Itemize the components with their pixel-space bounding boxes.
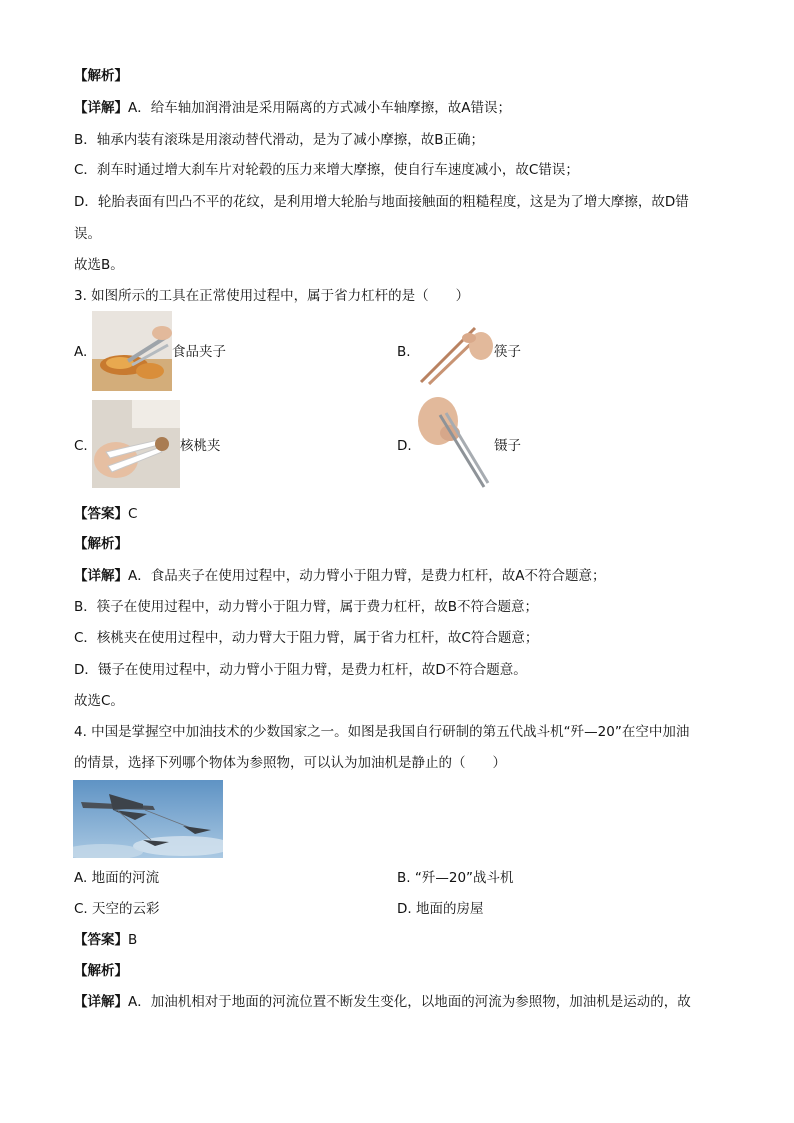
tweezers-image	[416, 393, 492, 493]
option-letter: B.	[397, 870, 411, 886]
analysis-heading: 【解析】	[74, 536, 128, 552]
nutcracker-image	[92, 400, 180, 488]
detail-line: B．筷子在使用过程中，动力臂小于阻力臂，属于费力杠杆，故B不符合题意；	[74, 599, 539, 615]
conclusion-line: 故选B。	[74, 257, 124, 273]
answer-line	[74, 930, 137, 950]
q4-option-c	[74, 899, 160, 919]
analysis-heading: 【解析】	[74, 68, 128, 84]
detail-text: A．加油机相对于地面的河流位置不断发生变化，以地面的河流为参照物，加油机是运动的，故	[128, 994, 691, 1010]
detail-prefix: 【详解】	[74, 568, 128, 584]
analysis-heading: 【解析】	[74, 963, 128, 979]
q4-option-a	[74, 868, 159, 888]
detail-line	[74, 98, 511, 118]
detail-line: B．轴承内装有滚珠是用滚动替代滑动，是为了减小摩擦，故B正确；	[74, 132, 485, 148]
option-a-letter: A.	[74, 344, 88, 360]
food-tongs-image	[92, 311, 172, 391]
detail-line	[74, 566, 605, 586]
detail-line: C．刹车时通过增大刹车片对轮毂的压力来增大摩擦，使自行车速度减小，故C错误；	[74, 162, 579, 178]
option-a-text: 食品夹子	[172, 344, 226, 360]
detail-text: A．给车轴加润滑油是采用隔离的方式减小车轴摩擦，故A错误；	[128, 100, 511, 116]
option-letter: A.	[74, 870, 88, 886]
answer-value: C	[128, 506, 138, 522]
option-text: 天空的云彩	[92, 901, 160, 917]
detail-line: D．镊子在使用过程中，动力臂小于阻力臂，是费力杠杆，故D不符合题意。	[74, 662, 527, 678]
detail-line	[74, 992, 691, 1012]
option-b-letter: B.	[397, 344, 411, 360]
option-text: “歼—20”战斗机	[414, 870, 514, 886]
question-3-stem: 3. 如图所示的工具在正常使用过程中，属于省力杠杆的是（ ）	[74, 288, 470, 304]
q4-option-d	[397, 899, 483, 919]
option-b-text: 筷子	[494, 344, 521, 360]
chopsticks-image	[415, 316, 493, 388]
detail-line: C．核桃夹在使用过程中，动力臂大于阻力臂，属于省力杠杆，故C符合题意；	[74, 630, 539, 646]
detail-line: 误。	[74, 226, 101, 242]
option-c-text: 核桃夹	[180, 438, 221, 454]
aerial-refueling-image	[73, 780, 223, 858]
option-d-text: 镊子	[494, 438, 521, 454]
detail-line: D．轮胎表面有凹凸不平的花纹，是利用增大轮胎与地面接触面的粗糙程度，这是为了增大摩擦，故D错	[74, 194, 689, 210]
detail-prefix: 【详解】	[74, 994, 128, 1010]
detail-text: A．食品夹子在使用过程中，动力臂小于阻力臂，是费力杠杆，故A不符合题意；	[128, 568, 606, 584]
option-d-letter: D.	[397, 438, 412, 454]
answer-value: B	[128, 932, 138, 948]
option-letter: C.	[74, 901, 88, 917]
answer-label: 【答案】	[74, 506, 128, 522]
q4-option-b	[397, 868, 514, 888]
answer-label: 【答案】	[74, 932, 128, 948]
conclusion-line: 故选C。	[74, 693, 124, 709]
question-4-stem-line2: 的情景，选择下列哪个物体为参照物，可以认为加油机是静止的（ ）	[74, 755, 506, 771]
option-c-letter: C.	[74, 438, 88, 454]
option-letter: D.	[397, 901, 412, 917]
question-4-stem-line1: 4. 中国是掌握空中加油技术的少数国家之一。如图是我国自行研制的第五代战斗机“歼—20”在空中加油	[74, 724, 690, 740]
detail-prefix: 【详解】	[74, 100, 128, 116]
option-text: 地面的河流	[91, 870, 160, 886]
answer-line	[74, 504, 137, 524]
option-text: 地面的房屋	[415, 901, 484, 917]
